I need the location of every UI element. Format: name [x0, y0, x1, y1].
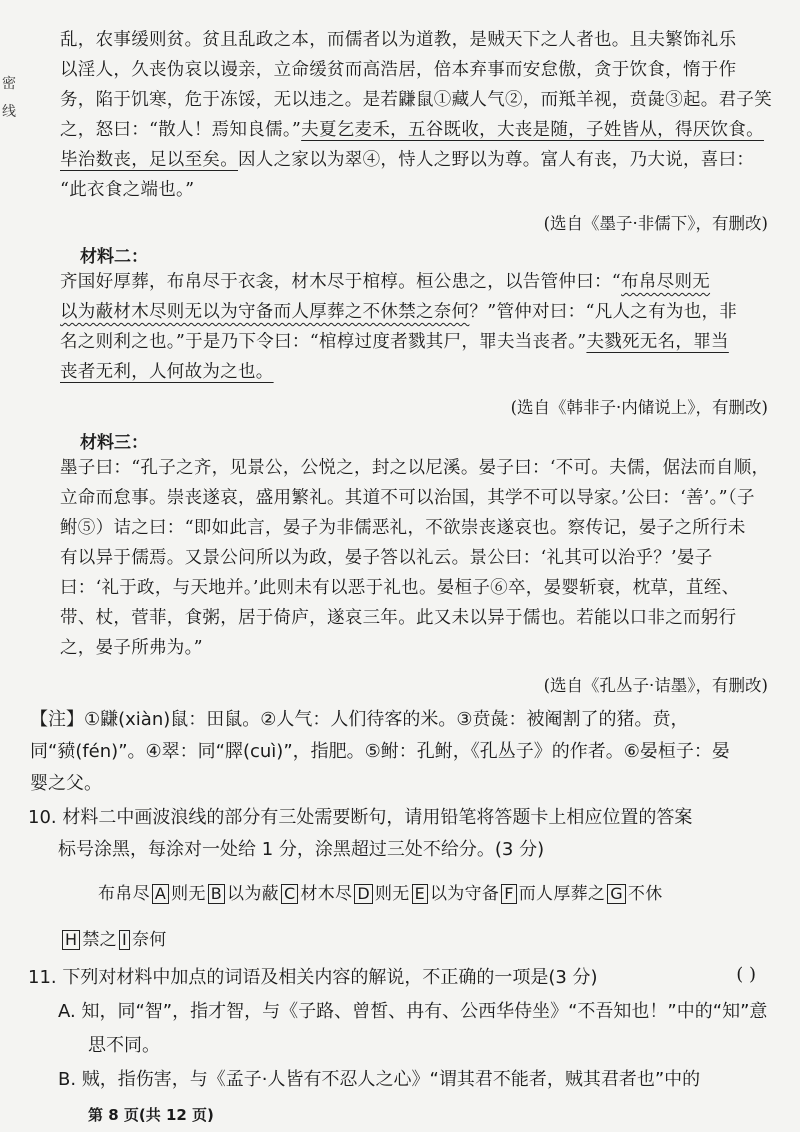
break-box-f[interactable]: F [501, 884, 517, 904]
margin-char: 密 [2, 76, 16, 92]
break-options-row [98, 882, 774, 906]
break-box-b[interactable]: B [208, 884, 225, 904]
underlined-sentence: 丧者无利，人何故为之也。 [60, 362, 274, 382]
break-box-c[interactable]: C [281, 884, 298, 904]
text: 因人之家以为翠④，恃人之野以为尊。富人有丧，乃大说，喜曰： [238, 150, 755, 170]
passage3-line: 有以异于儒焉。又景公问所以为政，晏子答以礼云。景公曰：‘礼其可以治乎？’晏子 [60, 548, 713, 568]
text-segment: 材木尽 [300, 884, 353, 904]
underlined-sentence: 毕治数丧，足以至矣。 [60, 150, 238, 170]
text-segment: 不休 [627, 884, 663, 904]
passage2-line [60, 270, 774, 294]
text-segment: 而人厚葬之 [518, 884, 606, 904]
text: 之，怒曰：“散人！焉知良儒。” [60, 120, 302, 140]
passage1-line: 务，陷于饥寒，危于冻馁，无以违之。是若鼸鼠①藏人气②，而羝羊视，贲彘③起。君子笑 [60, 90, 772, 110]
section-heading: 材料二： [80, 247, 148, 267]
text: 名之则利之也。”于是乃下令曰：“棺椁过度者戮其尸，罪夫当丧者。” [60, 332, 587, 352]
passage3-line: 立命而怠事。崇丧遂哀，盛用繁礼。其道不可以治国，其学不可以导家。’公曰：‘善’。”（子 [60, 488, 755, 508]
underlined-sentence: 夫戮死无名，罪当 [586, 332, 729, 352]
wavy-underlined-text: 布帛尽则无 [621, 272, 711, 292]
break-box-e[interactable]: E [412, 884, 428, 904]
answer-blank[interactable]: ( ) [736, 964, 756, 985]
text: 齐国好厚葬，布帛尽于衣衾，材木尽于棺椁。桓公患之，以告管仲曰：“ [60, 272, 622, 292]
text-segment: 则无 [171, 884, 206, 904]
text-segment: 以为蔽 [227, 884, 279, 904]
break-box-d[interactable]: D [354, 884, 373, 904]
margin-char: 线 [2, 104, 16, 120]
passage3-line: 曰：‘礼于政，与天地并。’此则未有以恶于礼也。晏桓子⑥卒，晏婴斩衰，枕草，苴绖、 [60, 578, 740, 598]
section-heading: 材料三： [80, 433, 148, 453]
passage1-line [60, 118, 774, 142]
text: ？”管仲对曰：“凡人之有为也，非 [469, 302, 738, 322]
passage3-line: 之，晏子所弗为。” [60, 638, 203, 658]
passage1-line: “此衣食之端也。” [60, 180, 195, 200]
question-10-stem: 标号涂黑，每涂对一处给 1 分，涂黑超过三处不给分。(3 分) [58, 839, 545, 860]
break-box-g[interactable]: G [607, 884, 626, 904]
annotation-line: 婴之父。 [30, 773, 102, 794]
binding-margin [2, 70, 16, 126]
option-a-continued: 思不同。 [88, 1035, 160, 1056]
text-segment: 以为守备 [430, 884, 500, 904]
passage1-line: 以淫人，久丧伪哀以谩亲，立命缓贫而高浩居，倍本弃事而安怠傲，贪于饮食，惰于作 [60, 60, 737, 80]
break-box-i[interactable]: I [119, 930, 130, 950]
page-number: 第 8 页(共 12 页) [88, 1106, 214, 1124]
passage1-line: 乱，农事缓则贫。贫且乱政之本，而儒者以为道教，是贼天下之人者也。且夫繁饰礼乐 [60, 30, 737, 50]
text-segment: 奈何 [131, 930, 167, 950]
passage3-line: 墨子曰：“孔子之齐，见景公，公悦之，封之以尼溪。晏子曰：‘不可。夫儒，倨法而自顺， [60, 458, 770, 478]
passage3-line: 带、杖，菅菲，食粥，居于倚庐，遂哀三年。此又未以异于儒也。若能以口非之而躬行 [60, 608, 737, 628]
passage2-line [60, 300, 774, 324]
option-b: B. 贼，指伤害，与《孟子·人皆有不忍人之心》“谓其君不能者，贼其君者也”中的 [58, 1069, 701, 1090]
question-10-stem: 10. 材料二中画波浪线的部分有三处需要断句，请用铅笔将答题卡上相应位置的答案 [28, 807, 693, 828]
text-segment: 禁之 [82, 930, 117, 950]
source-citation: (选自《孔丛子·诘墨》，有删改) [543, 676, 768, 695]
break-box-h[interactable]: H [62, 930, 80, 950]
source-citation: (选自《韩非子·内储说上》，有删改) [510, 398, 768, 417]
wavy-underlined-text: 以为蔽材木尽则无以为守备而人厚葬之不休禁之奈何 [60, 302, 470, 322]
passage2-line [60, 330, 774, 354]
break-box-a[interactable]: A [152, 884, 169, 904]
annotation-line: 同“豮(fén)”。④翠：同“臎(cuì)”，指肥。⑤鲋：孔鲋，《孔丛子》的作者。⑥晏桓子：晏 [30, 741, 730, 762]
text-segment: 布帛尽 [98, 884, 150, 904]
source-citation: (选自《墨子·非儒下》，有删改) [543, 214, 768, 233]
question-11-stem: 11. 下列对材料中加点的词语及相关内容的解说，不正确的一项是(3 分) [28, 967, 598, 988]
text-segment: 则无 [374, 884, 410, 904]
annotation-line: 【注】①鼸(xiàn)鼠：田鼠。②人气：人们待客的米。③贲彘：被阉割了的猪。贲， [30, 709, 689, 730]
break-options-row [60, 928, 774, 952]
passage3-line: 鲋⑤）诘之曰：“即如此言，晏子为非儒恶礼，不欲崇丧遂哀也。察传记，晏子之所行未 [60, 518, 746, 538]
underlined-sentence: 夫夏乞麦禾，五谷既收，大丧是随，子姓皆从，得厌饮食。 [301, 120, 764, 140]
option-a: A. 知，同“智”，指才智，与《子路、曾皙、冉有、公西华侍坐》“不吾知也！”中的“知”意 [58, 1001, 768, 1022]
passage1-line [60, 148, 774, 172]
passage2-line [60, 360, 774, 384]
